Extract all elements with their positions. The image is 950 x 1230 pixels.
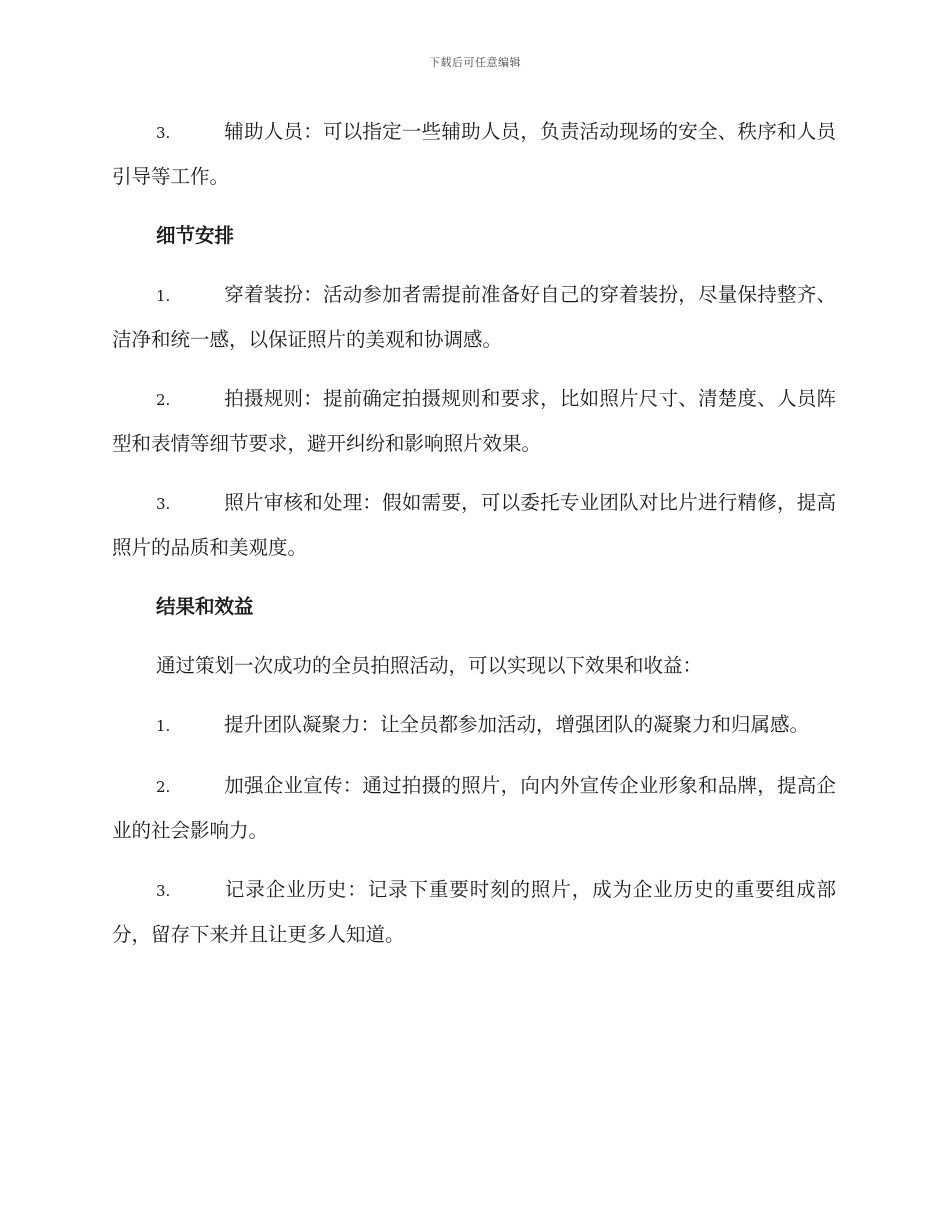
list-item-shooting-rules xyxy=(112,377,836,465)
list-number: 1. xyxy=(156,287,171,305)
list-item-text: 加强企业宣传：通过拍摄的照片，向内外宣传企业形象和品牌，提高企业的社会影响力。 xyxy=(112,774,836,842)
list-item-text: 穿着装扮：活动参加者需提前准备好自己的穿着装扮，尽量保持整齐、洁净和统一感，以保证照片的美观和协调感。 xyxy=(112,283,836,351)
list-number: 3. xyxy=(156,495,171,513)
section-heading-results: 结果和效益 xyxy=(156,595,254,618)
list-item-cohesion xyxy=(112,703,836,748)
list-item-history xyxy=(112,868,836,956)
document-body xyxy=(112,110,836,972)
list-item-text: 记录企业历史：记录下重要时刻的照片，成为企业历史的重要组成部分，留存下来并且让更多人知道。 xyxy=(112,878,836,946)
list-item-text: 拍摄规则：提前确定拍摄规则和要求，比如照片尺寸、清楚度、人员阵型和表情等细节要求，避开纠纷和影响照片效果。 xyxy=(112,387,836,455)
list-item-photo-review xyxy=(112,481,836,569)
list-item-text: 辅助人员：可以指定一些辅助人员，负责活动现场的安全、秩序和人员引导等工作。 xyxy=(112,120,836,188)
list-number: 1. xyxy=(156,717,171,735)
list-number: 2. xyxy=(156,391,171,409)
page-header: 下载后可任意编辑 xyxy=(429,56,521,69)
paragraph-intro: 通过策划一次成功的全员拍照活动，可以实现以下效果和收益： xyxy=(156,654,703,677)
list-item-text: 提升团队凝聚力：让全员都参加活动，增强团队的凝聚力和归属感。 xyxy=(224,713,810,736)
list-number: 3. xyxy=(156,124,171,142)
list-number: 2. xyxy=(156,778,171,796)
list-item-attire xyxy=(112,273,836,361)
list-item-publicity xyxy=(112,764,836,852)
list-item-text: 照片审核和处理：假如需要，可以委托专业团队对比片进行精修，提高照片的品质和美观度。 xyxy=(112,491,836,559)
list-number: 3. xyxy=(156,882,171,900)
list-item-assistants xyxy=(112,110,836,198)
section-heading-details: 细节安排 xyxy=(156,224,235,247)
